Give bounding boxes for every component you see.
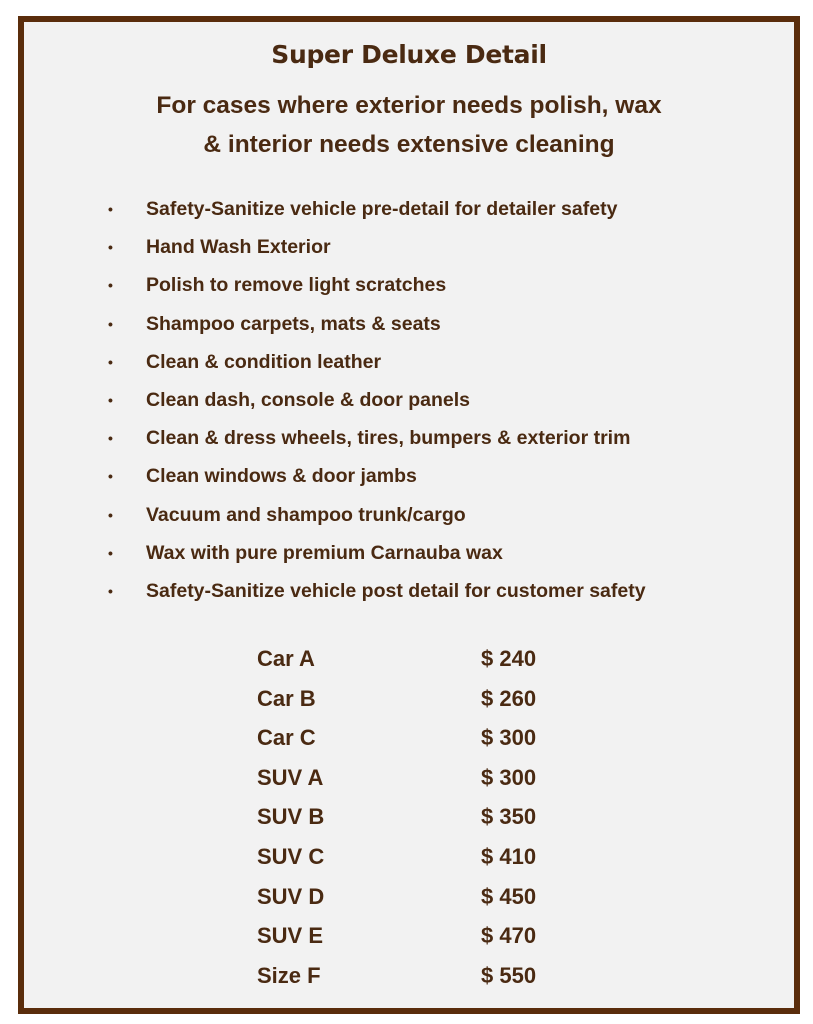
table-row	[24, 723, 794, 763]
vehicle-size-label: Size F	[257, 962, 321, 988]
bullet-icon: •	[108, 277, 113, 294]
feature-text: Polish to remove light scratches	[146, 274, 447, 297]
vehicle-size-label: Car C	[257, 725, 316, 751]
table-row	[24, 644, 794, 684]
vehicle-size-label: Car A	[257, 646, 315, 671]
vehicle-size-label: SUV C	[257, 843, 325, 869]
list-item	[24, 273, 794, 311]
list-item	[24, 388, 794, 426]
bullet-icon: •	[108, 391, 113, 408]
bullet-icon: •	[108, 544, 113, 561]
feature-text: Vacuum and shampoo trunk/cargo	[146, 503, 466, 526]
feature-text: Wax with pure premium Carnauba wax	[146, 541, 503, 564]
page-title: Super Deluxe Detail	[271, 40, 547, 69]
bullet-icon: •	[108, 468, 113, 485]
feature-list	[24, 197, 794, 617]
table-row	[24, 763, 794, 803]
vehicle-size-label: SUV B	[257, 804, 325, 830]
bullet-icon: •	[108, 582, 113, 599]
price-value: $ 450	[481, 883, 537, 909]
list-item	[24, 503, 794, 541]
price-value: $ 260	[481, 685, 537, 711]
list-item	[24, 579, 794, 617]
bullet-icon: •	[108, 430, 113, 447]
bullet-icon: •	[108, 239, 113, 256]
bullet-icon: •	[108, 315, 113, 332]
bullet-icon: •	[108, 506, 113, 523]
list-item	[24, 235, 794, 273]
price-value: $ 300	[481, 725, 537, 751]
table-row	[24, 802, 794, 842]
price-value: $ 240	[481, 646, 537, 671]
list-item	[24, 350, 794, 388]
subtitle-line-1: For cases where exterior needs polish, wax	[156, 92, 662, 119]
list-item	[24, 426, 794, 464]
price-value: $ 550	[481, 962, 537, 988]
list-item	[24, 541, 794, 579]
table-row	[24, 684, 794, 724]
list-item	[24, 312, 794, 350]
list-item	[24, 197, 794, 235]
vehicle-size-label: Car B	[257, 685, 316, 711]
feature-text: Clean windows & door jambs	[146, 465, 417, 488]
price-value: $ 410	[481, 843, 537, 869]
table-row	[24, 921, 794, 961]
service-card	[18, 16, 800, 1014]
bullet-icon: •	[108, 353, 113, 370]
list-item	[24, 464, 794, 502]
feature-text: Clean dash, console & door panels	[146, 388, 470, 411]
vehicle-size-label: SUV A	[257, 764, 324, 790]
vehicle-size-label: SUV E	[257, 923, 324, 949]
price-value: $ 470	[481, 923, 537, 949]
feature-text: Safety-Sanitize vehicle pre-detail for detailer safety	[146, 198, 618, 220]
feature-text: Shampoo carpets, mats & seats	[146, 312, 441, 335]
price-value: $ 300	[481, 764, 537, 790]
feature-text: Clean & condition leather	[146, 350, 382, 373]
feature-text: Clean & dress wheels, tires, bumpers & exterior trim	[146, 427, 631, 450]
price-table	[24, 644, 794, 1000]
bullet-icon: •	[108, 201, 113, 217]
feature-text: Safety-Sanitize vehicle post detail for customer safety	[146, 579, 646, 602]
vehicle-size-label: SUV D	[257, 883, 325, 909]
price-value: $ 350	[481, 804, 537, 830]
table-row	[24, 882, 794, 922]
table-row	[24, 842, 794, 882]
feature-text: Hand Wash Exterior	[146, 236, 331, 259]
table-row	[24, 961, 794, 1001]
subtitle-line-2: & interior needs extensive cleaning	[203, 131, 615, 158]
